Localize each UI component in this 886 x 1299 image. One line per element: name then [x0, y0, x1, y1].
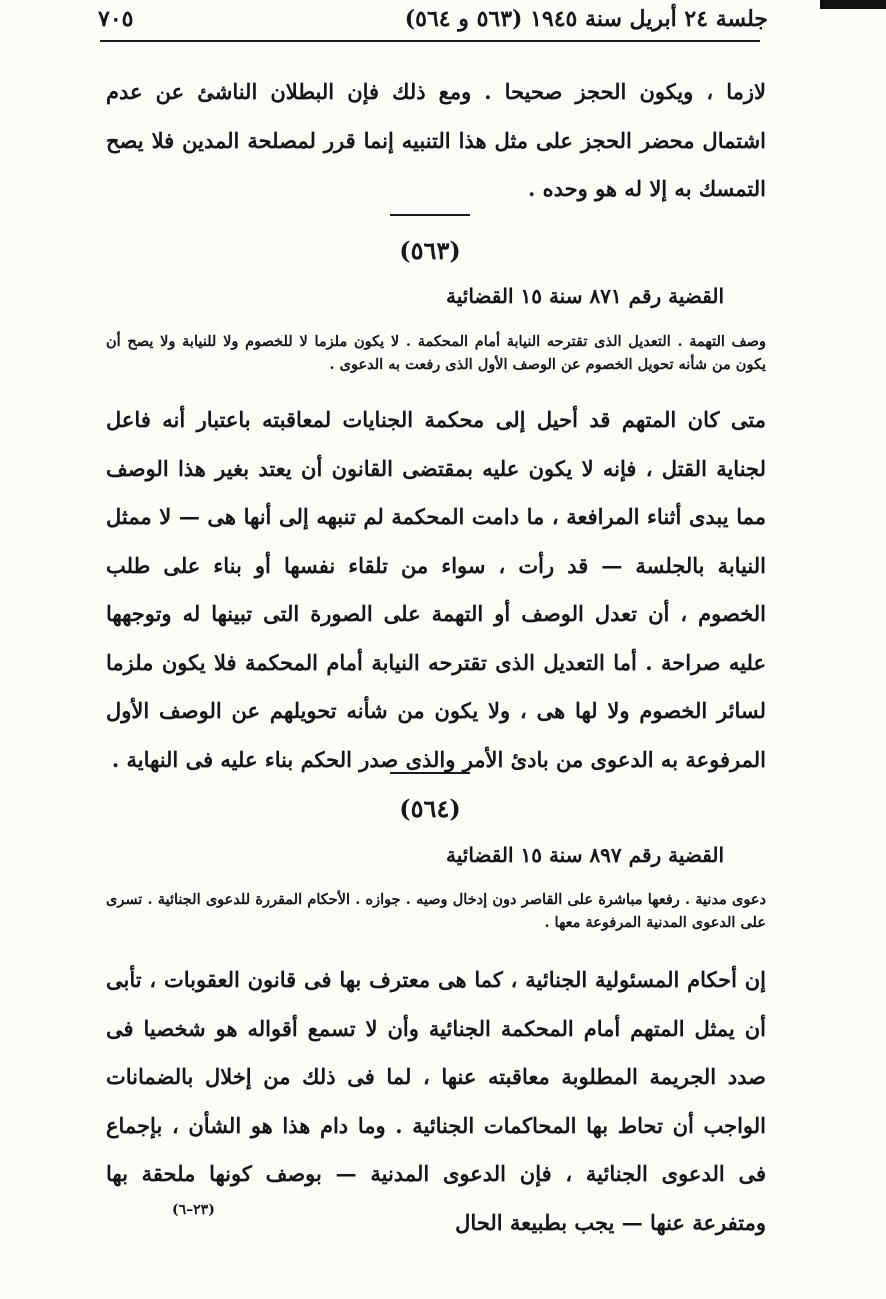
running-head: جلسة ٢٤ أبريل سنة ١٩٤٥ (٥٦٣ و ٥٦٤)	[404, 6, 768, 32]
section-divider	[390, 772, 470, 774]
header-rule	[100, 40, 760, 42]
page-number: ٧٠٥	[98, 6, 134, 32]
case-line: القضية رقم ٨٩٧ سنة ١٥ القضائية	[446, 843, 724, 867]
ruling-summary: دعوى مدنية . رفعها مباشرة على القاصر دون إدخال وصيه . جوازه . الأحكام المقررة للدعوى الجنائية . تسرى على الدعوى المدنية المرفوعة معها .	[106, 891, 766, 931]
ruling-summary: وصف التهمة . التعديل الذى تقترحه النيابة أمام المحكمة . لا يكون ملزما لا للخصوم ولا للنيابة ولا يصح أن يكون من شأنه تحويل الخصوم عن الوصف الأول الذى رفعت به الدعوى .	[106, 333, 766, 373]
ruling-body: إن أحكام المسئولية الجنائية ، كما هى معترف بها فى قانون العقوبات ، تأبى أن يمثل المتهم أمام المحكمة الجنائية وأن لا تسمع أقواله هو شخصيا فى صدد الجريمة المطلوبة معاقبته عنها ، لما فى ذلك من إخلال بالضمانات الواجب أن تحاط بها المحاكمات الجنائية . وما دام هذا هو الشأن ، بإجماع فى الدعوى الجنائية ، فإن الدعوى المدنية — بوصف كونها ملحقة بها ومتفرعة عنها — يجب بطبيعة الحال	[106, 967, 766, 1235]
intro-paragraph: لازما ، ويكون الحجز صحيحا . ومع ذلك فإن البطلان الناشئ عن عدم اشتمال محضر الحجز على مثل هذا التنبيه إنما قرر لمصلحة المدين فلا يصح التمسك به إلا له هو وحده .	[106, 79, 766, 201]
ruling-number: (٥٦٤)	[399, 794, 461, 823]
ruling-number: (٥٦٣)	[399, 236, 461, 265]
ruling-body: متى كان المتهم قد أحيل إلى محكمة الجنايات لمعاقبته باعتبار أنه فاعل لجناية القتل ، فإنه لا يكون عليه بمقتضى القانون أن يعتد بغير هذا الوصف مما يبدى أثناء المرافعة ، ما دامت المحكمة لم تنبهه إلى أنها هى — لا ممثل النيابة بالجلسة — قد رأت ، سواء من تلقاء نفسها أو بناء على طلب الخصوم ، أن تعدل الوصف أو التهمة على الصورة التى تبينها له وتوجهها عليه صراحة . أما التعديل الذى تقترحه النيابة أمام المحكمة فلا يكون ملزما لسائر الخصوم ولا لها هى ، ولا يكون من شأنه تحويلهم عن الوصف الأول المرفوعة به الدعوى من بادئ الأمر والذى صدر الحكم بناء عليه فى النهاية .	[106, 407, 766, 772]
printer-signature: (٢٣–٦)	[172, 1202, 215, 1218]
page-corner-mark	[820, 0, 886, 9]
case-line: القضية رقم ٨٧١ سنة ١٥ القضائية	[446, 284, 724, 308]
section-divider	[390, 214, 470, 216]
